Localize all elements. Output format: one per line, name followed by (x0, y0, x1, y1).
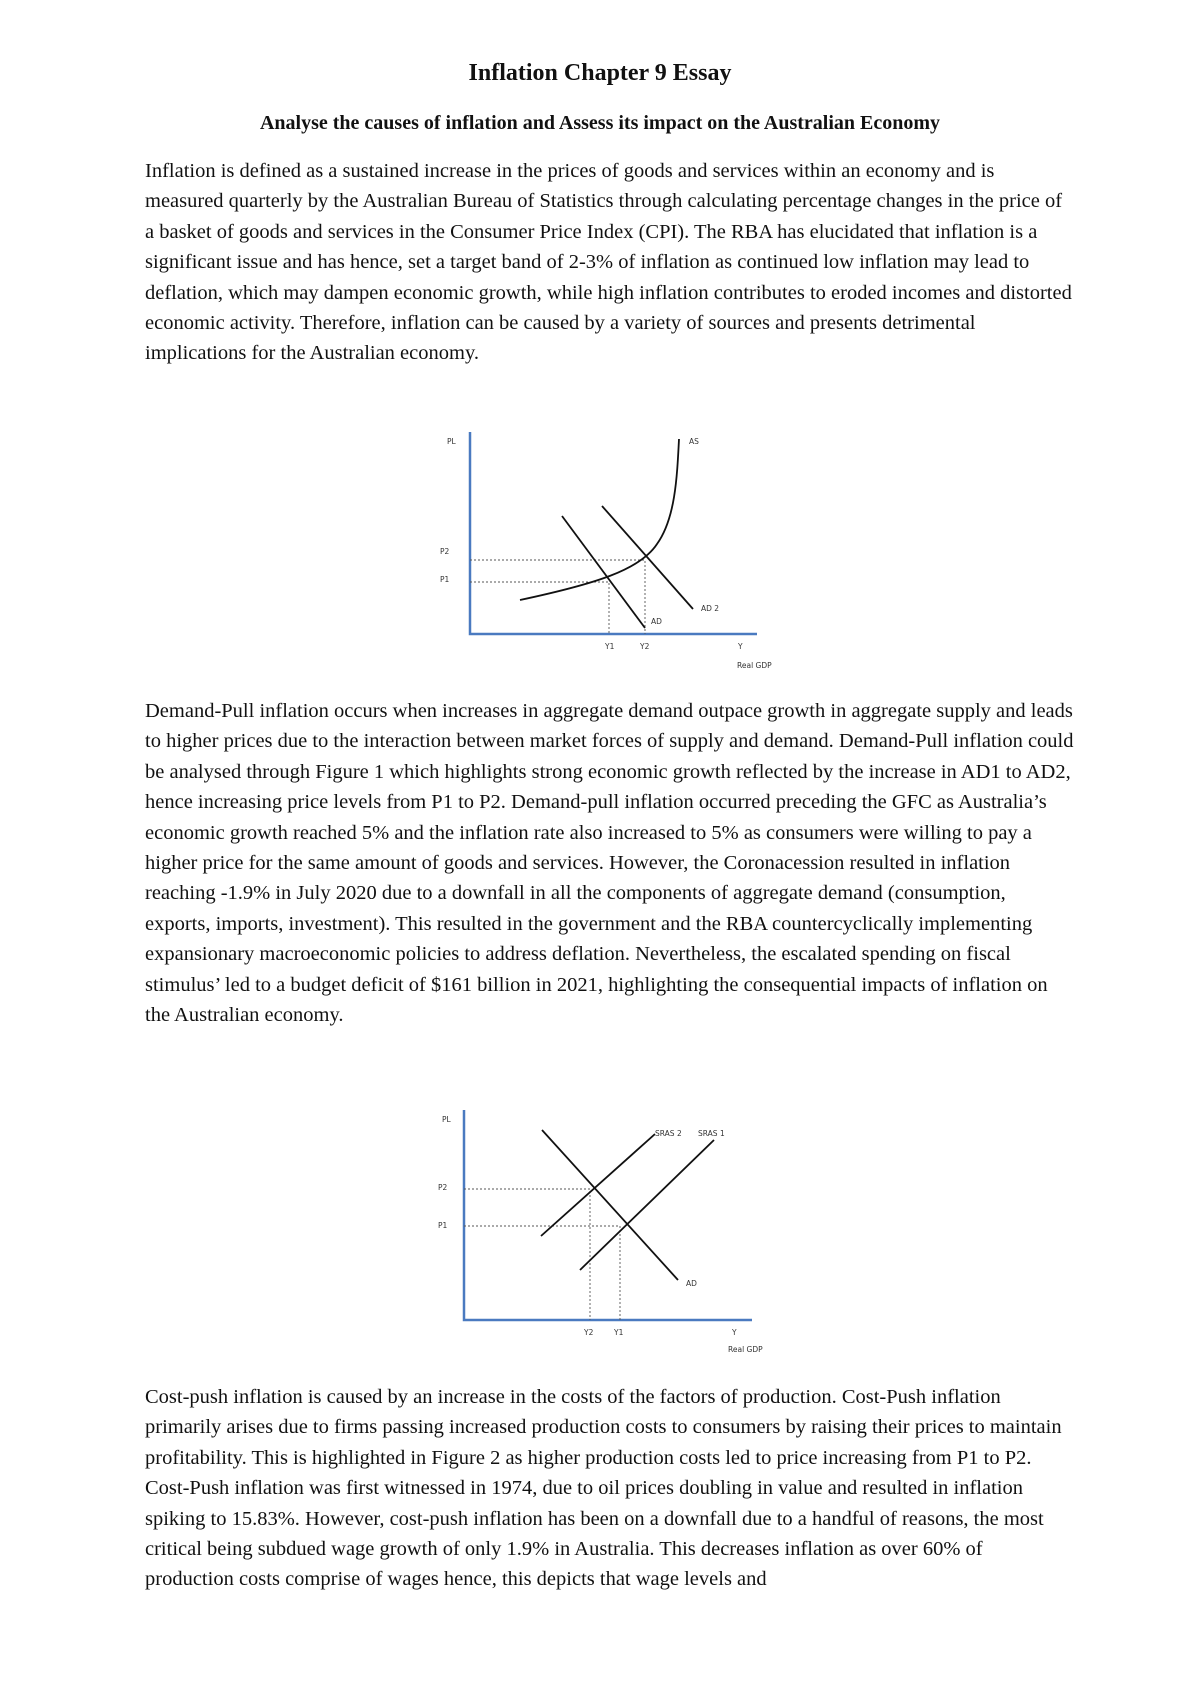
fig2-p1-label: P1 (438, 1221, 448, 1230)
fig1-ad2-label: AD 2 (701, 604, 720, 613)
fig2-sras2-curve (541, 1134, 655, 1236)
fig2-sras1-label: SRAS 1 (698, 1129, 725, 1138)
fig2-axes (464, 1110, 752, 1320)
fig2-ad-label: AD (686, 1279, 697, 1288)
fig2-ad-curve (542, 1130, 678, 1280)
fig2-sras2-label: SRAS 2 (655, 1129, 682, 1138)
fig1-x-axis-title: Real GDP (737, 661, 772, 670)
fig1-p1-label: P1 (440, 575, 450, 584)
fig1-y2-label: Y2 (640, 642, 650, 651)
fig1-p1-guide (470, 582, 609, 634)
fig2-y1-label: Y1 (614, 1328, 624, 1337)
fig2-y2-label: Y2 (584, 1328, 594, 1337)
paragraph-demand-pull: Demand-Pull inflation occurs when increases in aggregate demand outpace growth in aggregate supply and leads to higher prices due to the interaction between market forces of supply and demand. Demand-Pull inflation could be analysed through Figure 1 which highlights strong economic growth reflected by the increase in AD1 to AD2, hence increasing price levels from P1 to P2. Demand-pull inflation occurred preceding the GFC as Australia’s economic growth reached 5% and the inflation rate also increased to 5% as consumers were willing to pay a higher price for the same amount of goods and services. However, the Coronacession resulted in inflation reaching -1.9% in July 2020 due to a downfall in all the components of aggregate demand (consumption, exports, imports, investment). This resulted in the government and the RBA countercyclically implementing expansionary macroeconomic policies to address deflation. Nevertheless, the escalated spending on fiscal stimulus’ led to a budget deficit of $161 billion in 2021, highlighting the consequential impacts of inflation on the Australian economy. (145, 700, 1074, 1027)
fig1-y-axis-label: PL (447, 437, 456, 446)
fig2-y-axis-label: PL (442, 1115, 451, 1124)
paragraph-intro: Inflation is defined as a sustained increase in the prices of goods and services within an economy and is measured quarterly by the Australian Bureau of Statistics through calculating percentage changes in the price of a basket of goods and services in the Consumer Price Index (CPI). The RBA has elucidated that inflation is a significant issue and has hence, set a target band of 2-3% of inflation as continued low inflation may lead to deflation, which may dampen economic growth, while high inflation contributes to eroded incomes and distorted economic activity. Therefore, inflation can be caused by a variety of sources and presents detrimental implications for the Australian economy. (145, 160, 1072, 365)
fig2-p1-guide (464, 1226, 620, 1320)
fig1-ad2-curve (602, 506, 693, 609)
fig1-ad1-curve (562, 516, 645, 628)
figure-2-cost-push (430, 1098, 780, 1358)
fig2-x-axis-title: Real GDP (728, 1345, 763, 1354)
essay-title: Inflation Chapter 9 Essay (468, 60, 732, 86)
fig1-ad1-label: AD (651, 617, 662, 626)
fig1-y1-label: Y1 (605, 642, 615, 651)
essay-subtitle: Analyse the causes of inflation and Assess its impact on the Australian Economy (259, 112, 941, 134)
fig1-p2-label: P2 (440, 547, 450, 556)
fig2-sras1-curve (580, 1140, 714, 1270)
fig1-p2-guide (470, 560, 645, 634)
paragraph-cost-push: Cost-push inflation is caused by an increase in the costs of the factors of production. Cost-Push inflation primarily arises due to firms passing increased production costs to consumers by raising their prices to maintain profitability. This is highlighted in Figure 2 as higher production costs led to price increasing from P1 to P2. Cost-Push inflation was first witnessed in 1974, due to oil prices doubling in value and resulted in inflation spiking to 15.83%. However, cost-push inflation has been on a downfall due to a handful of reasons, the most critical being subdued wage growth of only 1.9% in Australia. This decreases inflation as over 60% of production costs comprise of wages hence, this depicts that wage levels and (145, 1386, 1062, 1591)
fig1-as-label: AS (689, 437, 699, 446)
figure-1-demand-pull (435, 424, 772, 674)
fig2-p2-label: P2 (438, 1183, 448, 1192)
fig1-x-axis-label: Y (738, 642, 743, 651)
fig1-as-curve (520, 439, 679, 600)
fig2-x-axis-label: Y (732, 1328, 737, 1337)
